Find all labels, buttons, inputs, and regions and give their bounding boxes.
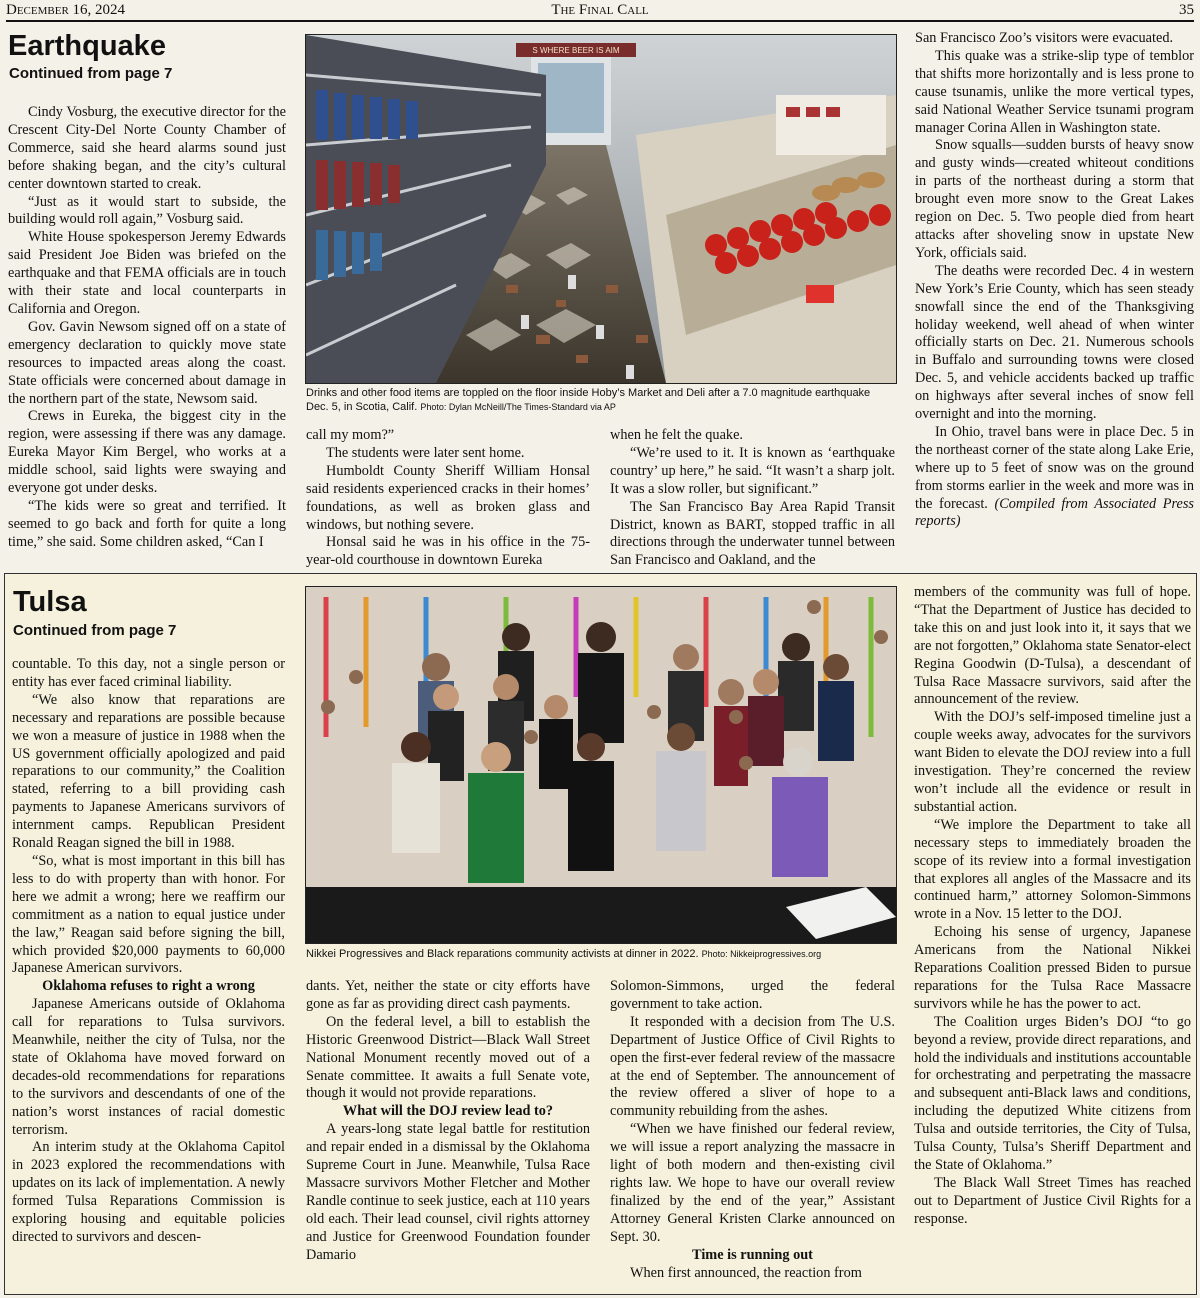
paragraph: The Coalition urges Biden’s DOJ “to go beyond a review, provide direct reparations, and hold the individuals and institutions accountable for orchestrating and perpetrating the massacre and subsequent anti-Black laws and conditions, including the deputized White citizens from Tulsa and outside territories, the City of Tulsa, Tulsa County, Tulsa’s Sheriff Department and the State of Oklahoma.” [914,1013,1191,1173]
paragraph: Solomon-Simmons, urged the federal government to take action. [610,978,895,1012]
group-photo-illustration [306,587,896,943]
tulsa-column-2 [306,978,590,1290]
paragraph: “We implore the Department to take all necessary steps to immediately broaden the scope of its review into a formal investigation that explores all angles of the Massacre and its continued harm,” attorney Solomon-Simmons wrote in a Nov. 15 letter to the DOJ. [914,816,1191,923]
compiled-credit: (Compiled from Associated Press reports) [915,495,1194,530]
tulsa-column-4 [914,584,1191,1290]
paragraph: The San Francisco Bay Area Rapid Transit District, known as BART, stopped traffic in all directions through the underwater tunnel between San Francisco and Oakland, and the [610,498,895,569]
paragraph: The students were later sent home. [326,444,525,461]
paragraph [915,424,1194,531]
paragraph: “When we have finished our federal review, we will issue a report analyzing the massacre in light of both modern and then-existing civil rights law. We hope to have our overall review finalized by the end of the year,” Assistant Attorney General Kristen Clarke announced on Sept. 30. [610,1121,895,1245]
paragraph: Cindy Vosburg, the executive director for the Crescent City-Del Norte County Chamber of Commerce, said she heard alarms sound just before shaking began, and the city’s cultural center downtown started to creak. [8,104,286,192]
paragraph: This quake was a strike-slip type of temblor that shifts more horizontally and is less prone to cause tsunamis, unlike the more vertical types, said National Weather Service tsunami program manager Corina Allen in Washington state. [915,47,1194,136]
paragraph: With the DOJ’s self-imposed timeline just a couple weeks away, advocates for the survivors want Biden to elevate the DOJ review into a full investigation. They’re concerned the review won’t include all the evidence or result in substantial action. [914,709,1191,815]
paragraph: Gov. Gavin Newsom signed off on a state of emergency declaration to quickly move state resources to impacted areas along the coast. State officials were concerned about damage in the northern part of the state, Newsom said. [8,318,286,407]
paragraph: When first announced, the reaction from [630,1264,862,1281]
caption-text: Drinks and other food items are toppled on the floor inside Hoby’s Market and Deli after a 7.0 magnitude earthquake Dec. 5, in Scotia, Calif. [306,387,871,413]
earthquake-headline: Earthquake [8,30,166,62]
earthquake-photo [305,34,897,384]
paragraph: Humboldt County Sheriff William Honsal said residents experienced cracks in their homes’ foundations, as well as broken glass and windows, but nothing severe. [306,462,590,533]
paragraph: Echoing his sense of urgency, Japanese Americans from the National Nikkei Reparations Coalition pressed Biden to pursue reparations for the Tulsa Race Massacre survivors while he has the power to act. [914,924,1191,1012]
paragraph: Crews in Eureka, the biggest city in the region, were assessing if there was any damage. Eureka Mayor Kim Bergel, who works at a middle school, said lights were swaying and everyone got under desks. [8,408,286,497]
paragraph: A years-long state legal battle for restitution and repair ended in a dismissal by the Oklahoma Supreme Court in June. Meanwhile, Tulsa Race Massacre survivors Mother Fletcher and Mother Randle continue to seek justice, each at 110 years old each. Their lead counsel, civil rights attorney and Justice for Greenwood Foundation founder Damario [306,1121,590,1263]
paragraph: “Just as it would start to subside, the building would roll again,” Vosburg said. [8,193,286,228]
tulsa-headline: Tulsa [13,586,87,618]
photo-credit: Photo: Dylan McNeill/The Times-Standard via AP [420,402,616,412]
earthquake-photo-caption [306,386,894,414]
paragraph: Honsal said he was in his office in the 75-year-old courthouse in downtown Eureka [306,534,590,569]
earthquake-column-2 [306,427,590,572]
earthquake-continued-line: Continued from page 7 [9,65,173,82]
store-sign-text: S WHERE BEER IS AIM [532,46,620,55]
caption-text: Nikkei Progressives and Black reparations community activists at dinner in 2022. [306,948,699,960]
paragraph: countable. To this day, not a single person or entity has ever faced criminal liability. [12,656,285,690]
tulsa-column-3 [610,978,895,1290]
grocery-store-photo-illustration [306,35,896,383]
paragraph: The Black Wall Street Times has reached out to Department of Justice Civil Rights for a response. [914,1174,1191,1227]
subhead: Oklahoma refuses to right a wrong [42,978,255,995]
paragraph: Snow squalls—sudden bursts of heavy snow and gusty winds—created whiteout conditions in parts of the northeast during a storm that brought even more snow to the Great Lakes region on Dec. 5. Two people died from heart attacks after shoveling snow in upstate New York, officials said. [915,137,1194,261]
running-head [6,2,1194,22]
paragraph: when he felt the quake. [610,427,743,443]
paragraph: “So, what is most important in this bill has less to do with property than with honor. For here we admit a wrong; here we reaffirm our commitment as a nation to equal justice under the law,” Reagan said before signing the bill, which provided $20,000 payments to 60,000 Japanese American survivors. [12,852,285,977]
subhead: Time is running out [692,1246,813,1263]
paragraph: call my mom?” [306,427,395,443]
paragraph: dants. Yet, neither the state or city efforts have gone as far as providing direct cash payments. [306,978,590,1012]
paragraph: An interim study at the Oklahoma Capitol in 2023 explored the recommendations with updates on its lack of implementation. A newly formed Tulsa Reparations Commission is exploring housing and equitable policies directed to survivors and descen- [12,1139,285,1245]
paragraph: White House spokesperson Jeremy Edwards said President Joe Biden was briefed on the earthquake and that FEMA officials are in touch with their state and local counterparts in California and Oregon. [8,229,286,317]
photo-credit: Photo: Nikkeiprogressives.org [701,949,822,959]
paragraph: The deaths were recorded Dec. 4 in western New York’s Erie County, which has seen steady snowfall since the end of the Thanksgiving holiday weekend, well ahead of when winter officially starts on Dec. 21. Numerous schools in Buffalo and surrounding towns were closed Dec. 5, and vehicle accidents backed up traffic on highways after several inches of snow fell overnight and into the morning. [915,262,1194,423]
paragraph-text: In Ohio, travel bans were in place Dec. 5 in the northeast corner of the state along Lake Erie, where up to 5 feet of snow was on the ground from storms earlier in the week and more was in the forecast. [915,423,1194,512]
earthquake-column-3 [610,427,895,572]
paragraph: “The kids were so great and terrified. It seemed to go back and forth for quite a long time,” she said. Some children asked, “Can I [8,497,286,550]
tulsa-photo-caption [306,947,894,961]
tulsa-column-1 [12,656,285,1290]
earthquake-column-4 [915,30,1194,572]
paragraph: On the federal level, a bill to establish the Historic Greenwood District—Black Wall Street National Monument recently moved out of a Senate committee. It awaits a full Senate vote, though it would not provide reparations. [306,1013,590,1102]
tulsa-continued-line: Continued from page 7 [13,622,177,639]
tulsa-photo [305,586,897,944]
paragraph: Japanese Americans outside of Oklahoma call for reparations to Tulsa survivors. Meanwhile, neither the city of Tulsa, nor the state of Oklahoma have moved forward on decades-old recommendations for reparations to the survivors and descendants of one of the nation’s worst instances of racial domestic terrorism. [12,996,285,1138]
subhead: What will the DOJ review lead to? [342,1103,554,1120]
paragraph: It responded with a decision from The U.S. Department of Justice Office of Civil Rights to open the first-ever federal review of the massacre at the end of September. The announcement of the review offered a sliver of hope to a community rebuilding from the ashes. [610,1013,895,1120]
earthquake-column-1 [8,104,286,572]
publication-name: The Final Call [551,2,649,18]
page-number: 35 [1179,2,1194,18]
paragraph: members of the community was full of hope. “That the Department of Justice has decided to take this on and just look into it, it says that we are not forgotten,” Oklahoma state Senator-elect Regina Goodwin (D-Tulsa), a descendant of Tulsa Race Massacre survivors, said after the announcement of the review. [914,584,1191,708]
paragraph: “We also know that reparations are necessary and reparations are possible because we won a measure of justice in 1988 when the US government officially apologized and paid reparations to our community,” the Coalition stated, referring to a bill providing cash payments to Japanese Americans survivors of internment camps. Republican President Ronald Reagan signed the bill in 1988. [12,691,285,852]
paragraph: “We’re used to it. It is known as ‘earthquake country’ up here,” he said. “It wasn’t a sharp jolt. It was a slow roller, but significant.” [610,444,895,497]
paragraph: San Francisco Zoo’s visitors were evacuated. [915,30,1174,46]
issue-date: December 16, 2024 [6,2,126,18]
